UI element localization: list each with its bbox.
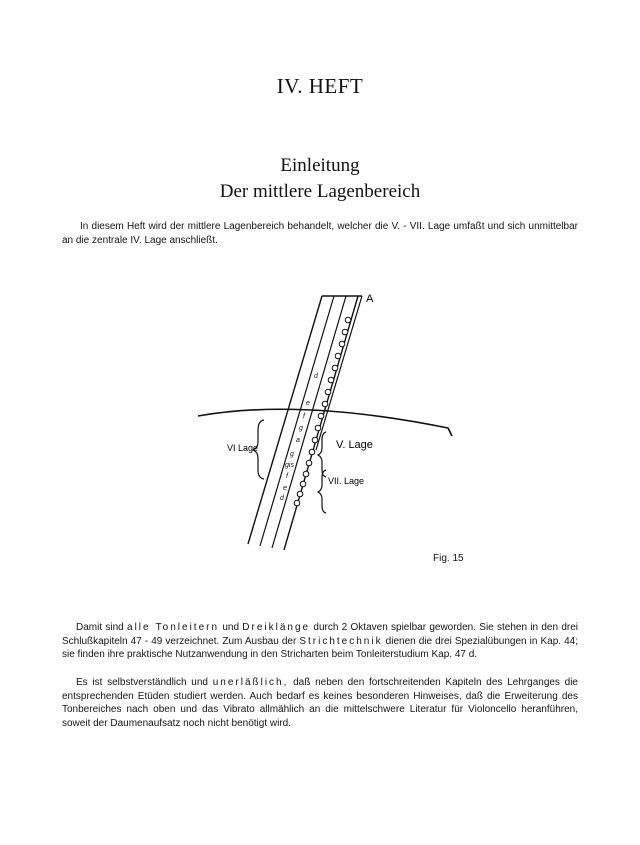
finger-marker — [322, 401, 328, 407]
finger-marker — [303, 471, 309, 477]
finger-marker — [325, 389, 331, 395]
note-label: a — [296, 437, 300, 444]
section-subtitle: Der mittlere Lagenbereich — [219, 181, 421, 202]
string-line — [248, 296, 322, 544]
finger-marker — [345, 317, 351, 323]
finger-marker — [306, 460, 312, 466]
note-label: g — [290, 451, 294, 458]
note-label: e — [283, 485, 287, 492]
finger-marker — [318, 413, 324, 419]
paragraph-scales — [62, 621, 578, 662]
emphasis-triads: Dreiklänge — [242, 622, 311, 633]
finger-marker — [332, 365, 338, 371]
note-label: f — [303, 413, 305, 420]
figure-caption: Fig. 15 — [433, 553, 464, 564]
note-label: f — [286, 473, 288, 480]
string-a-label: A — [366, 293, 374, 305]
finger-marker — [342, 329, 348, 335]
string-line — [260, 296, 334, 546]
label-vi-lage: VI Lage — [227, 443, 259, 453]
text-run: dienen die drei Spezialübungen in Kap. 44; sie finden ihre praktische Nutzanwendung in den Stricharten beim Tonleiterstudium Kap. 47 d. — [62, 635, 579, 660]
finger-marker — [294, 500, 300, 506]
finger-marker — [312, 437, 318, 443]
finger-marker — [309, 449, 315, 455]
finger-marker — [328, 377, 334, 383]
chapter-heading: IV. HEFT — [276, 74, 364, 98]
finger-marker — [339, 341, 345, 347]
note-label: gis — [285, 462, 294, 469]
fingerboard-diagram — [190, 288, 460, 558]
section-title: Einleitung — [280, 155, 360, 176]
finger-marker — [335, 353, 341, 359]
finger-marker — [315, 425, 321, 431]
emphasis-essential: unerläßlich, — [212, 677, 289, 688]
text-run: Damit sind — [76, 622, 124, 633]
text-run: daß neben den fortschreitenden Kapiteln des Lehrganges die entsprechenden Etüden studiert werden. Auch bedarf es keines besonderen Hinweises, daß die Erweiterung des Tonbereiches nach oben und das Vibrato allmählich an die mittelschwere Literatur für Violoncello heranführen, soweit der Daumenaufsatz noch nicht benötigt wird. — [62, 677, 578, 729]
label-v-lage: V. Lage — [336, 439, 373, 451]
string-line — [272, 296, 346, 548]
emphasis-bowing: Strichtechnik — [299, 635, 383, 647]
note-label: e — [306, 400, 310, 407]
note-label: d — [280, 495, 284, 502]
label-vii-lage: VII. Lage — [328, 476, 365, 486]
text-run: Es ist selbstverständlich und — [76, 677, 208, 688]
note-label: d — [314, 373, 318, 380]
finger-marker — [297, 491, 303, 497]
intro-paragraph: In diesem Heft wird der mittlere Lagenbereich behandelt, welcher die V. - VII. Lage umfaßt und sich unmittelbar an die zentrale IV. Lage anschließt. — [62, 221, 578, 246]
emphasis-scales: alle Tonleitern — [127, 622, 220, 633]
note-label: g — [299, 425, 303, 432]
text-run: durch 2 Oktaven spielbar geworden. Sie stehen in den drei Schlußkapiteln 47 - 49 verzeichnet. Zum Ausbau der — [62, 622, 579, 647]
finger-marker — [300, 481, 306, 487]
text-run: und — [222, 622, 240, 633]
paragraph-etudes — [62, 676, 578, 730]
